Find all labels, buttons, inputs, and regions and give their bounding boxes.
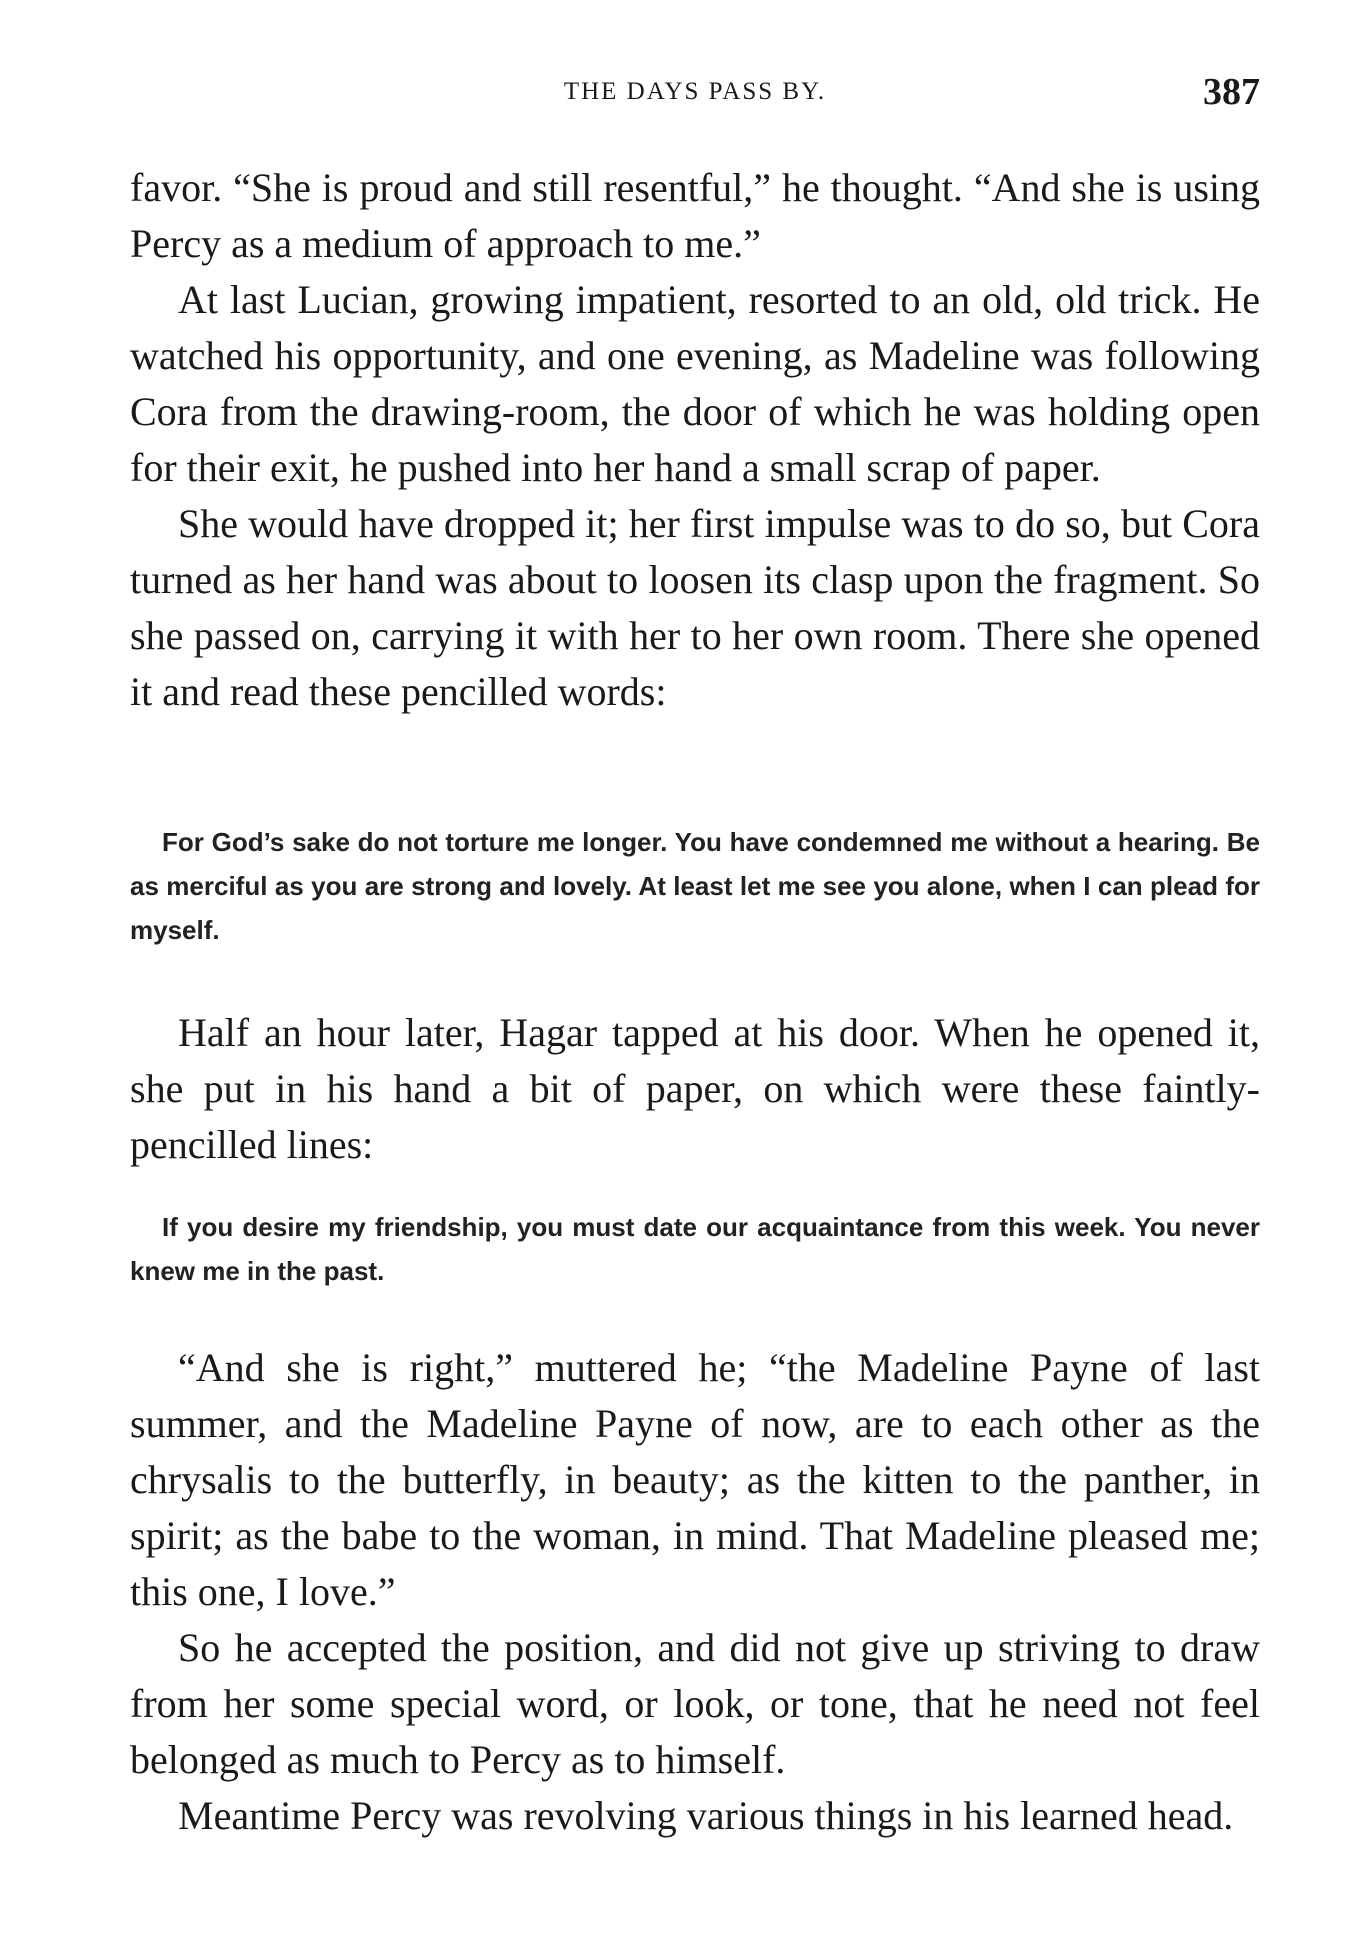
paragraph: Half an hour later, Hagar tapped at his door. When he opened it, she put in his hand a bit of paper, on which were these faintly-pencilled lines: [130, 1010, 1260, 1167]
letter-quote-2 [130, 1205, 1260, 1293]
letter-quote-1 [130, 820, 1260, 952]
paragraph: “And she is right,” muttered he; “the Madeline Payne of last summer, and the Madeline Payne of now, are to each other as the chrysalis to the butterfly, in beauty; as the kitten to the panther, in spirit; as the babe to the woman, in mind. That Madeline pleased me; this one, I love.” [130, 1345, 1260, 1614]
paragraph: Meantime Percy was revolving various things in his learned head. [178, 1793, 1234, 1838]
page-number: 387 [1203, 71, 1260, 113]
paragraph: At last Lucian, growing impatient, resorted to an old, old trick. He watched his opportunity, and one evening, as Madeline was following Cora from the drawing-room, the door of which he was holding open for their exit, he pushed into her hand a small scrap of paper. [130, 277, 1260, 490]
text-block-1 [130, 160, 1260, 720]
running-head [130, 70, 1260, 120]
paragraph: So he accepted the position, and did not give up striving to draw from her some special word, or look, or tone, that he need not feel belonged as much to Percy as to himself. [130, 1625, 1260, 1782]
text-block-3 [130, 1340, 1260, 1844]
letter-text: If you desire my friendship, you must date our acquaintance from this week. You never knew me in the past. [130, 1212, 1260, 1286]
paragraph: She would have dropped it; her first impulse was to do so, but Cora turned as her hand was about to loosen its clasp upon the fragment. So she passed on, carrying it with her to her own room. There she opened it and read these pencilled words: [130, 501, 1260, 714]
text-block-2 [130, 1005, 1260, 1173]
paragraph-continued: favor. “She is proud and still resentful,” he thought. “And she is using Percy as a medium of approach to me.” [130, 165, 1260, 266]
letter-text: For God’s sake do not torture me longer. You have condemned me without a hearing. Be as merciful as you are strong and lovely. At least let me see you alone, when I can plead for myself. [130, 827, 1260, 945]
running-title: THE DAYS PASS BY. [563, 78, 827, 105]
